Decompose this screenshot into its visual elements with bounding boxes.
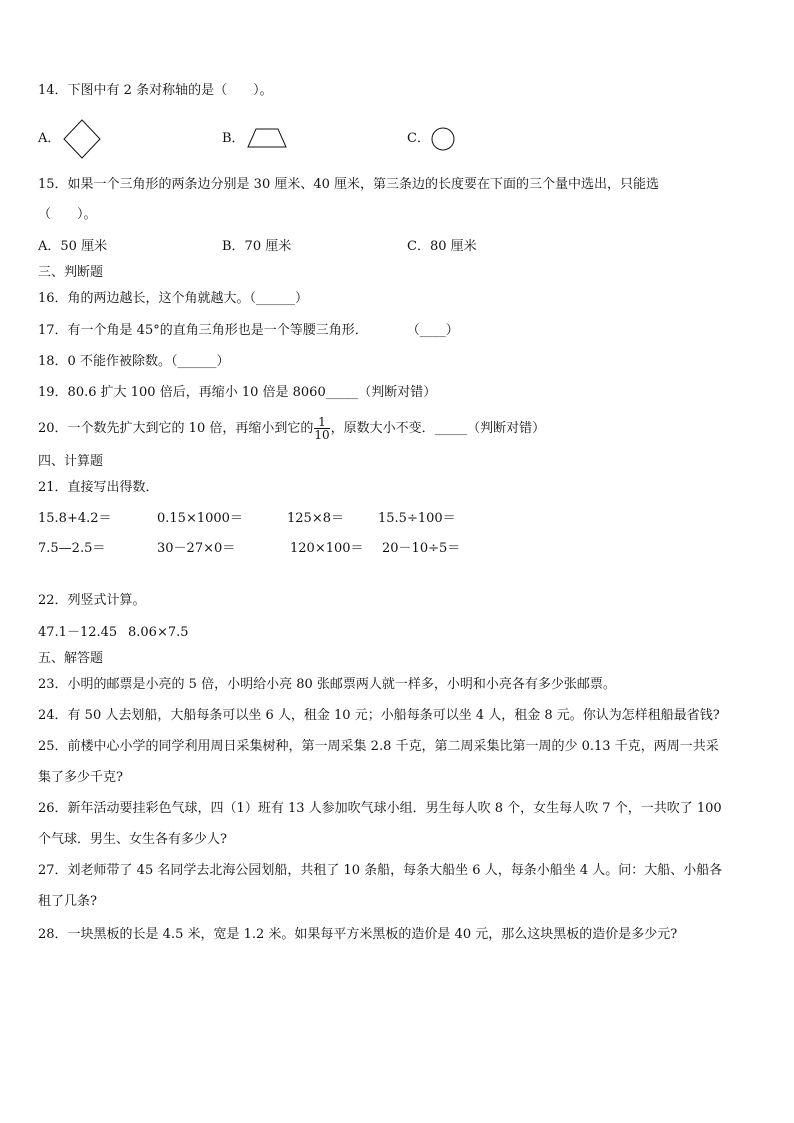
q14-stem: 14．下图中有 2 条对称轴的是（ ）。: [38, 83, 273, 98]
q21-row2-item2: 30－27×0＝: [157, 541, 236, 556]
q28-text: 28．一块黑板的长是 4.5 米，宽是 1.2 米。如果每平方米黑板的造价是 40 元，那么这块黑板的造价是多少元?: [38, 927, 678, 942]
diamond-icon: [62, 118, 102, 160]
q15-option-b: B．70 厘米: [222, 239, 292, 254]
q21-row1-item3: 125×8＝: [287, 511, 344, 526]
trapezoid-icon: [246, 127, 288, 149]
section-heading-calculation: 四、计算题: [38, 454, 104, 469]
q20-text: [38, 415, 545, 443]
q15-option-c: C．80 厘米: [407, 239, 477, 254]
q15-stem-line2: （ ）。: [38, 207, 97, 222]
q23-text: 23．小明的邮票是小亮的 5 倍，小明给小亮 80 张邮票两人就一样多，小明和小亮各有多少张邮票。: [38, 677, 616, 692]
q21-stem: 21．直接写出得数．: [38, 480, 159, 495]
q21-row2-item4: 20－10÷5＝: [382, 541, 461, 556]
section-heading-word-problems: 五、解答题: [38, 651, 104, 666]
q17-text: 17．有一个角是 45°的直角三角形也是一个等腰三角形． （____）: [38, 323, 459, 338]
q15-stem-line1: 15．如果一个三角形的两条边分别是 30 厘米、40 厘米，第三条边的长度要在下面的三个量中选出，只能选: [38, 177, 660, 192]
q20-fraction-numerator: 1: [314, 416, 329, 429]
q27-line1: 27．刘老师带了 45 名同学去北海公园划船，共租了 10 条船，每条大船坐 6 人，每条小船坐 4 人。问：大船、小船各: [38, 863, 723, 878]
q18-text: 18．0 不能作被除数。（______）: [38, 354, 230, 369]
q26-line1: 26．新年活动要挂彩色气球，四（1）班有 13 人参加吹气球小组．男生每人吹 8 个，女生每人吹 7 个，一共吹了 100: [38, 801, 722, 816]
q22-item1: 47.1－12.45: [38, 625, 118, 640]
section-heading-judgment: 三、判断题: [38, 265, 104, 280]
q25-line2: 集了多少千克?: [38, 770, 123, 785]
q20-fraction-denominator: 10: [314, 428, 330, 442]
q25-line1: 25．前楼中心小学的同学利用周日采集树种，第一周采集 2.8 千克，第二周采集比第一周的少 0.13 千克，两周一共采: [38, 739, 719, 754]
q21-row1-item2: 0.15×1000＝: [157, 511, 243, 526]
q21-row2-item1: 7.5—2.5＝: [38, 541, 106, 556]
q22-stem: 22．列竖式计算。: [38, 593, 146, 608]
q22-item2: 8.06×7.5: [128, 625, 189, 640]
q26-line2: 个气球．男生、女生各有多少人?: [38, 832, 227, 847]
q14-option-a-label: A．: [38, 131, 61, 146]
circle-icon: [430, 126, 456, 152]
q24-text: 24．有 50 人去划船，大船每条可以坐 6 人，租金 10 元；小船每条可以坐 4 人，租金 8 元。你认为怎样租船最省钱?: [38, 708, 720, 723]
q27-line2: 租了几条?: [38, 894, 97, 909]
q20-text-after: ，原数大小不变．_____（判断对错）: [330, 421, 546, 436]
q14-option-c-label: C．: [407, 131, 430, 146]
q15-option-a: A．50 厘米: [38, 239, 108, 254]
q21-row1-item4: 15.5÷100＝: [378, 511, 456, 526]
q19-text: 19．80.6 扩大 100 倍后，再缩小 10 倍是 8060_____（判断对错）: [38, 385, 437, 400]
q21-row2-item3: 120×100＝: [290, 541, 364, 556]
q16-text: 16．角的两边越长，这个角就越大。（______）: [38, 291, 309, 306]
q14-option-b-label: B．: [222, 131, 245, 146]
q21-row1-item1: 15.8+4.2＝: [38, 511, 112, 526]
q20-fraction: [314, 416, 329, 441]
q20-text-before: 20．一个数先扩大到它的 10 倍，再缩小到它的: [38, 421, 314, 436]
